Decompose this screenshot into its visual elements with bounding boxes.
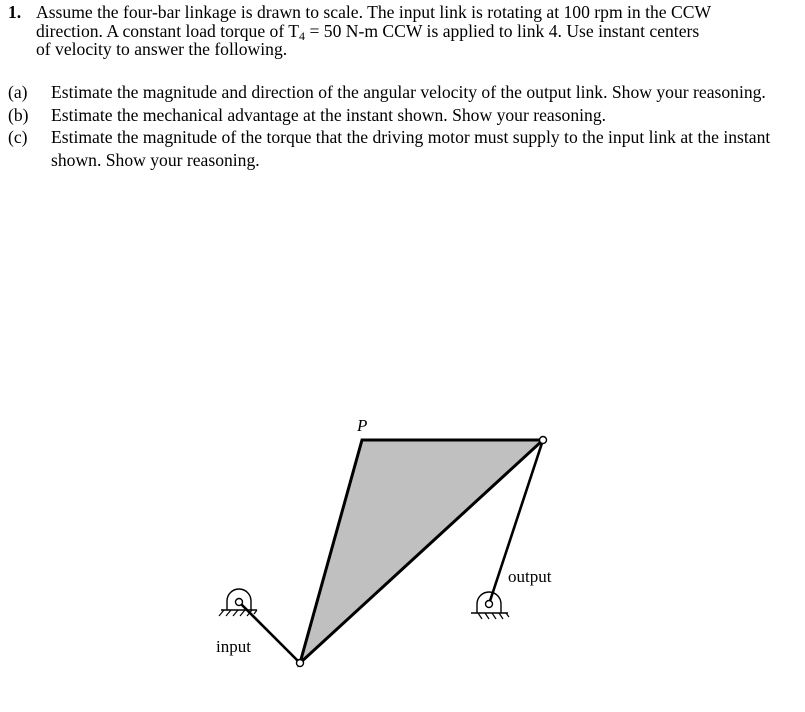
input-ground-pivot [219, 589, 257, 616]
part-c-text: Estimate the magnitude of the torque that the driving motor must supply to the input link at the instant shown. Show your reasoning. [51, 127, 771, 170]
part-b-text: Estimate the mechanical advantage at the instant shown. Show your reasoning. [51, 104, 607, 125]
coupler-input-joint [297, 660, 304, 667]
part-c-label: (c) [8, 127, 28, 147]
part-a-label: (a) [8, 82, 28, 102]
statement-line-1: Assume the four-bar linkage is drawn to scale. The input link is rotating at 100 rpm in the CCW [36, 2, 712, 22]
output-ground-pivot [471, 592, 509, 619]
coupler-output-joint [540, 437, 547, 444]
statement-line-3: of velocity to answer the following. [36, 39, 288, 59]
statement-line-2: direction. A constant load torque of $T_4 = 50$ N-m CCW is applied to link 4. Use instant centers [36, 20, 700, 43]
input-label: input [216, 637, 251, 656]
part-a-text: Estimate the magnitude and direction of the angular velocity of the output link. Show your reasoning. [51, 82, 766, 102]
point-p-label: P [357, 416, 368, 435]
problem-number: 1. [8, 2, 22, 22]
part-b-label: (b) [8, 104, 29, 125]
output-label: output [508, 567, 552, 586]
torque-subscript: 4 [299, 28, 306, 43]
